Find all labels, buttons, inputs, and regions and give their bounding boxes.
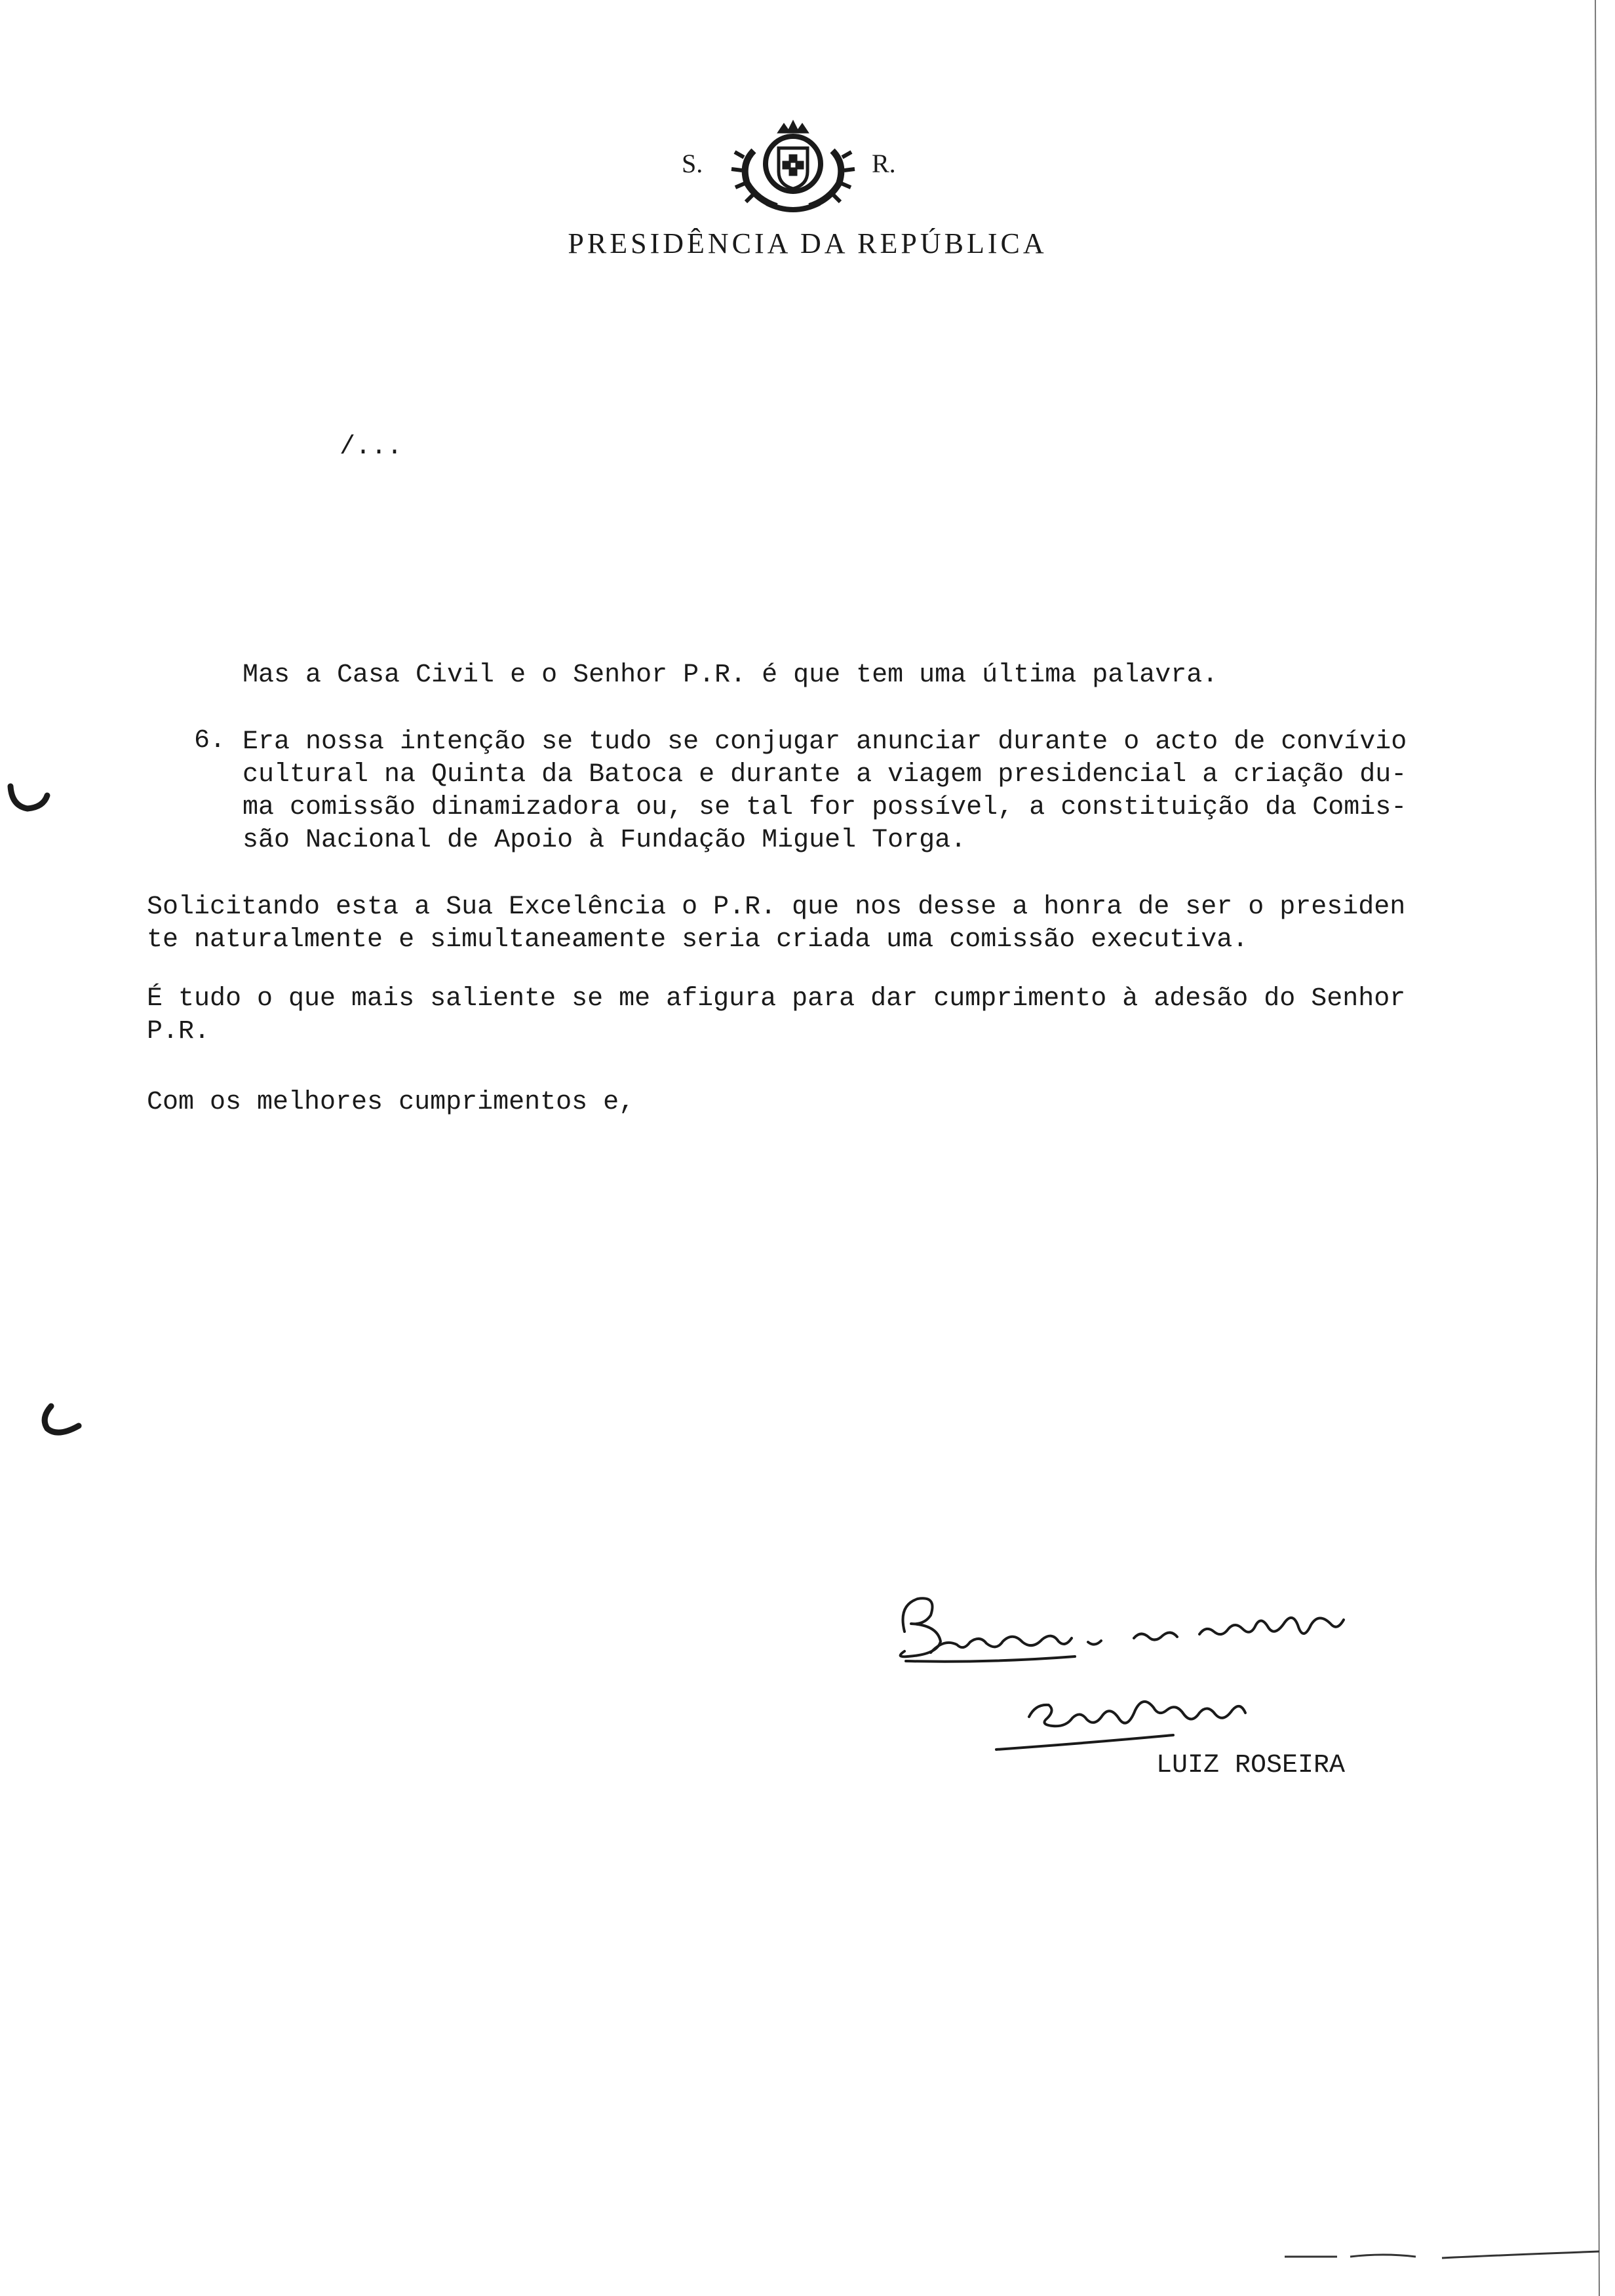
signer-printed-name: LUIZ ROSEIRA — [1156, 1751, 1346, 1780]
summary-paragraph: É tudo o que mais saliente se me afigura para dar cumprimento à adesão do Senhor P.R. — [147, 984, 1406, 1046]
closing-phrase: Com os melhores cumprimentos e, — [147, 1088, 635, 1117]
coat-of-arms-icon — [728, 118, 859, 216]
page-edge-shadow — [1586, 0, 1606, 2296]
binder-hole-mark-icon — [5, 780, 51, 819]
binder-hole-mark-icon — [38, 1402, 84, 1442]
list-item-text: Era nossa intenção se tudo se conjugar anunciar durante o acto de convívio cultural na Quinta da Batoca e durante a viagem presidencial a criação du- ma comissão dinamizadora ou, se tal for possível, a constituição da Comis- são Nacional de Apoio à Fundação Miguel Torga. — [243, 727, 1407, 855]
intro-paragraph: Mas a Casa Civil e o Senhor P.R. é que tem uma última palavra. — [243, 660, 1218, 690]
list-item-number: 6. — [194, 726, 226, 756]
letterhead-left-initial: S. — [682, 149, 703, 178]
organization-name: PRESIDÊNCIA DA REPÚBLICA — [568, 227, 1047, 259]
continuation-mark: /... — [340, 432, 403, 462]
page-bottom-marks — [1285, 2241, 1612, 2267]
request-paragraph: Solicitando esta a Sua Excelência o P.R. que nos desse a honra de ser o presiden te naturalmente e simultaneamente seria criada uma comissão executiva. — [147, 892, 1406, 955]
handwritten-signature — [891, 1579, 1521, 1776]
letterhead — [0, 105, 1615, 275]
letterhead-right-initial: R. — [872, 149, 896, 178]
